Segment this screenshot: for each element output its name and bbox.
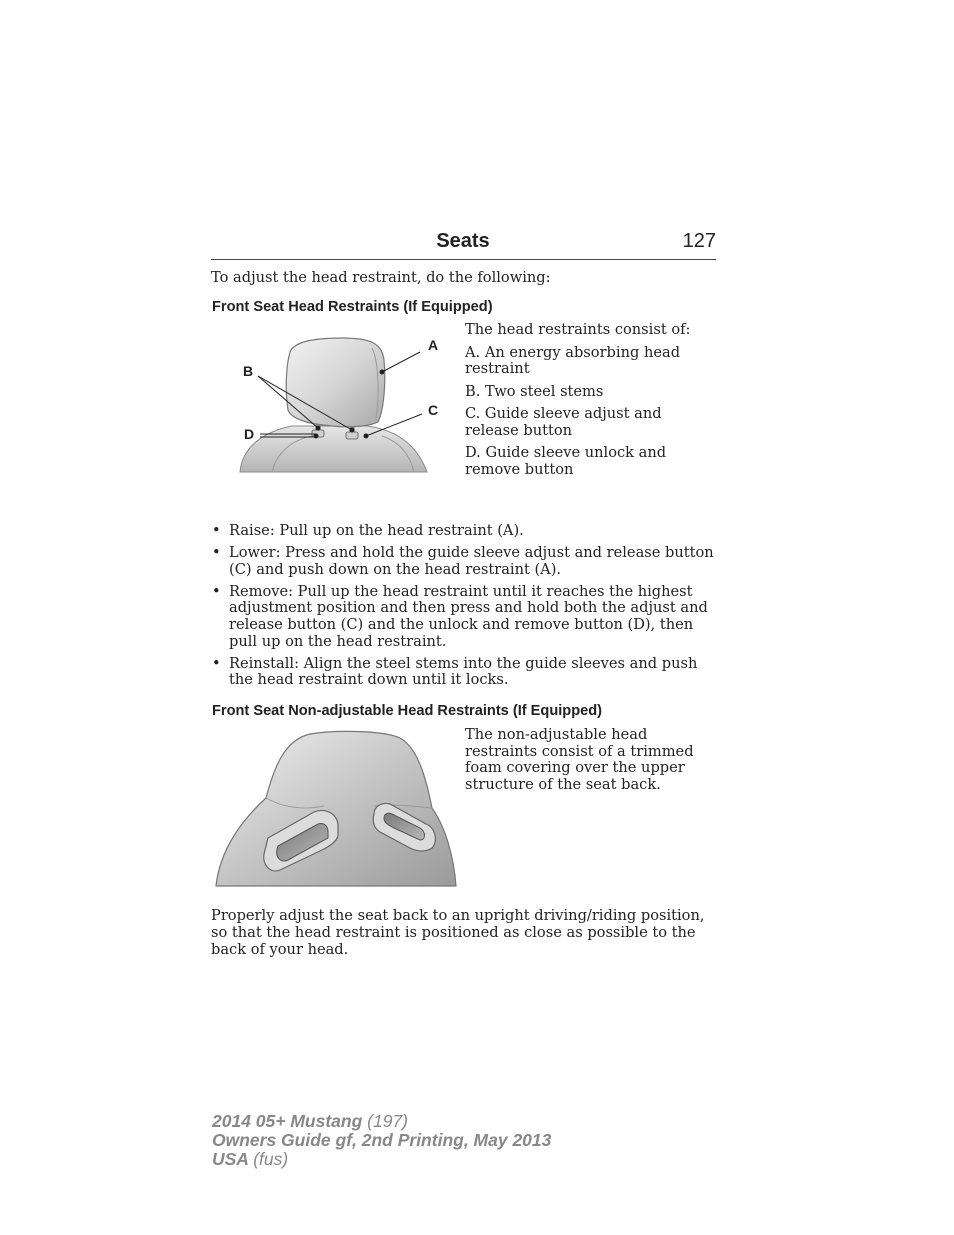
label-b: B: [243, 363, 254, 379]
seat-back-illustration: [214, 728, 458, 888]
adjustable-description: [465, 322, 715, 484]
description-intro: The head restraints consist of:: [465, 321, 691, 338]
page-title: Seats: [436, 230, 490, 252]
footer-line-2: Owners Guide gf, 2nd Printing, May 2013: [212, 1130, 552, 1150]
list-item: • Lower: Press and hold the guide sleeve adjust and release button (C) and push down on the head restraint (A).: [212, 544, 714, 578]
description-item-b: B. Two steel stems: [465, 382, 604, 400]
page-number: 127: [682, 230, 716, 252]
list-item: • Remove: Pull up the head restraint until it reaches the highest adjustment position and then press and hold both the adjust and release button (C) and the unlock and remove button (D), then pull up on the head restraint.: [212, 582, 708, 650]
label-c: C: [428, 402, 439, 418]
description-item-a: A. An energy absorbing head restraint: [465, 343, 681, 377]
non-adjustable-head-restraint-figure: [214, 728, 458, 888]
head-restraint-illustration: [232, 330, 452, 480]
intro-text: To adjust the head restraint, do the following:: [211, 269, 551, 286]
list-item: • Raise: Pull up on the head restraint (A).: [212, 522, 524, 539]
bullet-icon: •: [212, 654, 221, 672]
closing-paragraph: Properly adjust the seat back to an upright driving/riding position, so that the head restraint is positioned as close as possible to the back of your head.: [211, 907, 705, 958]
list-item: • Reinstall: Align the steel stems into the guide sleeves and push the head restraint down until it locks.: [212, 654, 698, 689]
adjustable-head-restraint-figure: [232, 330, 452, 480]
section-heading-non-adjustable: Front Seat Non-adjustable Head Restraints (If Equipped): [212, 703, 603, 719]
description-item-d: D. Guide sleeve unlock and remove button: [465, 444, 667, 478]
footer-line-3: USA (fus): [212, 1149, 289, 1169]
label-a: A: [428, 337, 439, 353]
adjustment-steps-list: [211, 523, 716, 694]
footer-line-1: 2014 05+ Mustang (197): [212, 1111, 409, 1131]
label-d: D: [244, 426, 255, 442]
page-header: [211, 228, 716, 260]
document-footer: [212, 1112, 551, 1169]
description-item-c: C. Guide sleeve adjust and release button: [465, 405, 662, 439]
bullet-icon: •: [212, 544, 221, 562]
bullet-icon: •: [212, 582, 221, 600]
section-heading-adjustable: Front Seat Head Restraints (If Equipped): [212, 299, 493, 315]
bullet-icon: •: [212, 522, 221, 539]
non-adjustable-description: The non-adjustable head restraints consist of a trimmed foam covering over the upper structure of the seat back.: [465, 726, 694, 793]
